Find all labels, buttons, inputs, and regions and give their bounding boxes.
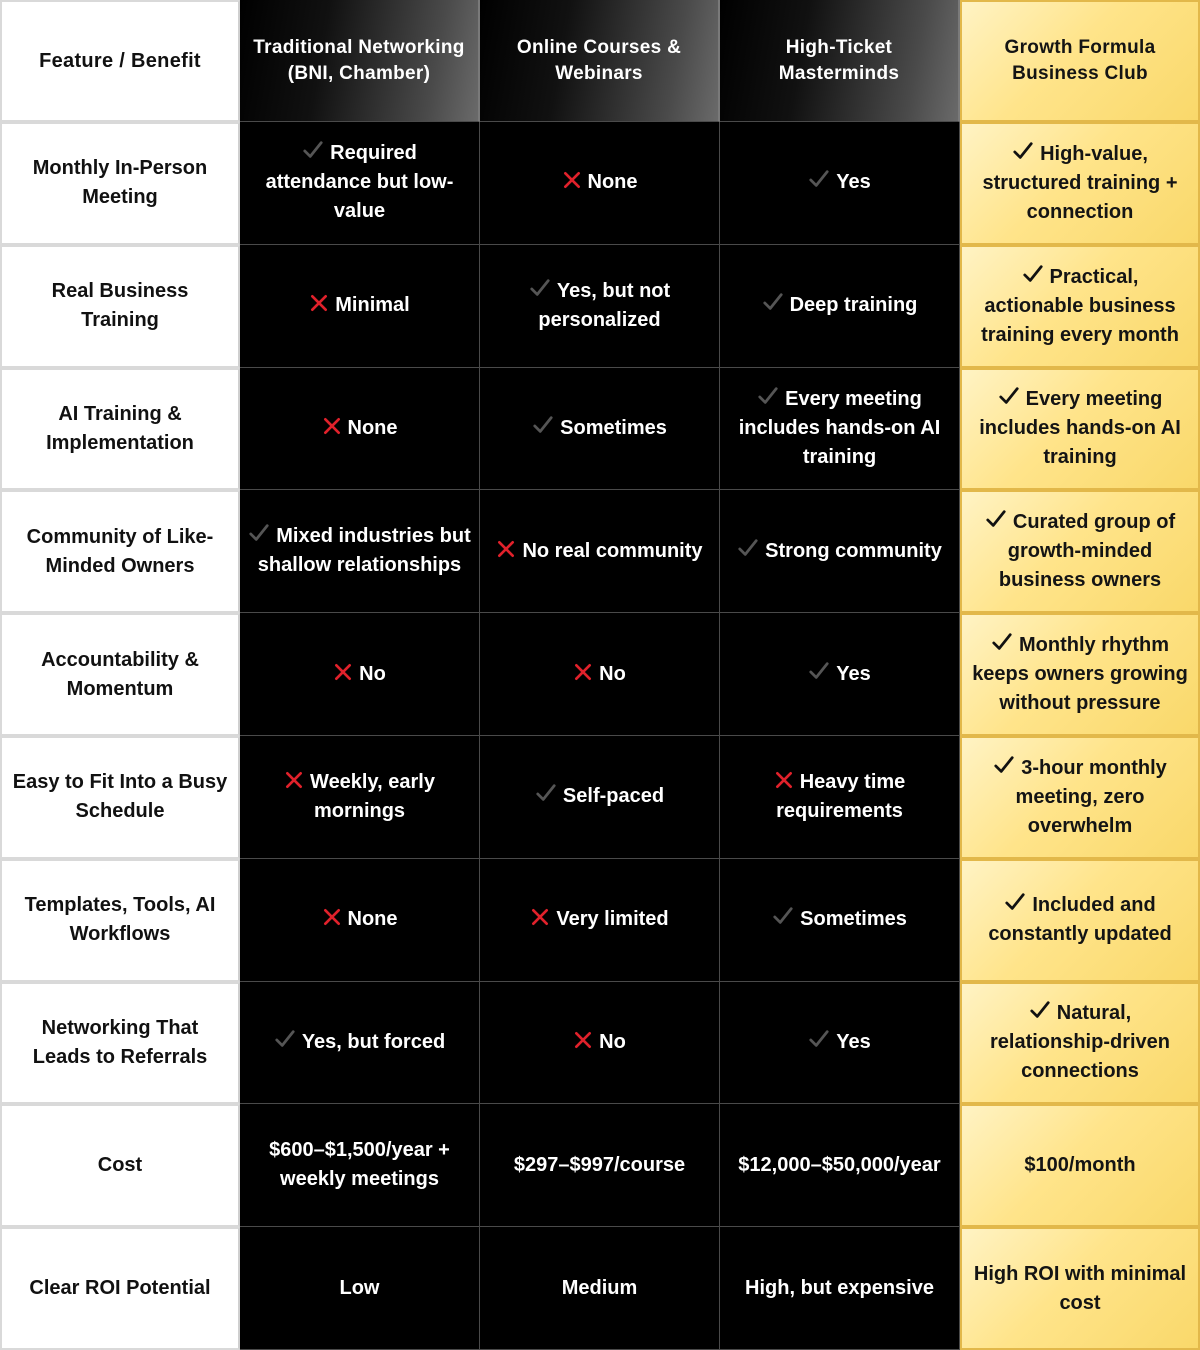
check-icon (737, 537, 759, 559)
cross-icon (774, 770, 794, 790)
feature-label: Templates, Tools, AI Workflows (24, 894, 216, 946)
value-cell-masterminds-ai-training-implementation (720, 368, 960, 491)
cell-text: Curated group of growth-minded business owners (998, 511, 1176, 592)
feature-cell-real-business-training (0, 245, 240, 368)
check-icon (1012, 140, 1034, 162)
header-label: Online Courses & Webinars (516, 36, 682, 84)
feature-label: Clear ROI Potential (29, 1277, 211, 1300)
value-cell-growth-formula-club-community-of-like-minded-owners (960, 490, 1200, 613)
check-icon (1029, 999, 1051, 1021)
cross-icon (562, 170, 582, 190)
cell-content (970, 508, 1190, 595)
value-cell-traditional-networking-easy-to-fit-into-a-busy-schedule (240, 736, 480, 859)
cell-text: Low (339, 1276, 380, 1299)
cell-text: High, but expensive (745, 1276, 934, 1299)
cell-text: Yes, but not personalized (538, 279, 671, 331)
value-cell-growth-formula-club-easy-to-fit-into-a-busy-schedule (960, 736, 1200, 859)
cell-content (970, 140, 1190, 227)
feature-label: Accountability & Momentum (41, 648, 199, 700)
cell-content (274, 1028, 445, 1057)
cell-content (728, 768, 951, 826)
cell-text: Yes (836, 662, 871, 685)
cell-content (322, 905, 398, 934)
value-cell-traditional-networking-networking-that-leads-to-referrals (240, 982, 480, 1105)
value-cell-traditional-networking-monthly-in-person-meeting (240, 122, 480, 245)
value-cell-masterminds-monthly-in-person-meeting (720, 122, 960, 245)
value-cell-masterminds-networking-that-leads-to-referrals (720, 982, 960, 1105)
cell-content (562, 168, 638, 197)
feature-cell-ai-training-implementation (0, 368, 240, 491)
value-cell-online-courses-community-of-like-minded-owners (480, 490, 720, 613)
cell-text: Every meeting includes hands-on AI training (979, 388, 1181, 469)
cell-text: Medium (561, 1276, 638, 1299)
value-cell-masterminds-clear-roi-potential (720, 1227, 960, 1350)
cell-content (573, 1028, 626, 1057)
check-icon (535, 782, 557, 804)
cell-text: Weekly, early mornings (310, 770, 435, 822)
cell-content (248, 768, 471, 826)
cell-text: Strong community (765, 539, 942, 562)
value-cell-traditional-networking-real-business-training (240, 245, 480, 368)
cross-icon (322, 907, 342, 927)
check-icon (808, 660, 830, 682)
value-cell-online-courses-ai-training-implementation (480, 368, 720, 491)
header-label: High-Ticket Masterminds (778, 36, 900, 84)
check-icon (985, 508, 1007, 530)
cell-content (532, 414, 667, 443)
check-icon (808, 1028, 830, 1050)
cell-text: Sometimes (800, 908, 907, 931)
header-growth-formula-club (960, 0, 1200, 122)
header-traditional-networking (240, 0, 480, 122)
feature-cell-clear-roi-potential (0, 1227, 240, 1350)
check-icon (1004, 891, 1026, 913)
cross-icon (530, 907, 550, 927)
feature-cell-templates-tools-ai-workflows (0, 859, 240, 982)
cell-text: Every meeting includes hands-on AI training (738, 387, 941, 468)
cell-text: Deep training (789, 294, 918, 317)
cell-text: $100/month (1024, 1154, 1136, 1177)
cell-content (248, 522, 471, 580)
value-cell-traditional-networking-community-of-like-minded-owners (240, 490, 480, 613)
cell-text: None (347, 908, 398, 931)
value-cell-online-courses-clear-roi-potential (480, 1227, 720, 1350)
cell-content (970, 754, 1190, 841)
cell-text: None (347, 416, 398, 439)
check-icon (991, 631, 1013, 653)
cell-text: Yes (836, 171, 871, 194)
value-cell-masterminds-community-of-like-minded-owners (720, 490, 960, 613)
cell-content (808, 1028, 870, 1057)
cell-content (772, 905, 907, 934)
value-cell-growth-formula-club-monthly-in-person-meeting (960, 122, 1200, 245)
value-cell-online-courses-easy-to-fit-into-a-busy-schedule (480, 736, 720, 859)
cell-content (514, 1151, 685, 1180)
cell-content (535, 782, 664, 811)
cell-content (728, 385, 951, 472)
feature-cell-monthly-in-person-meeting (0, 122, 240, 245)
cell-text: Natural, relationship-driven connections (989, 1002, 1171, 1083)
cell-text: None (587, 171, 638, 194)
header-masterminds (720, 0, 960, 122)
cell-content (970, 263, 1190, 350)
check-icon (772, 905, 794, 927)
value-cell-traditional-networking-accountability-momentum (240, 613, 480, 736)
feature-label: Networking That Leads to Referrals (32, 1016, 208, 1068)
cell-content (530, 905, 668, 934)
cross-icon (573, 1030, 593, 1050)
cell-content (488, 277, 711, 335)
feature-cell-cost (0, 1104, 240, 1227)
feature-label: Cost (97, 1154, 143, 1177)
cell-text: Very limited (556, 908, 669, 931)
cell-text: High-value, structured training + connection (982, 142, 1178, 223)
cell-text: Yes (836, 1030, 871, 1053)
value-cell-traditional-networking-cost (240, 1104, 480, 1227)
feature-cell-community-of-like-minded-owners (0, 490, 240, 613)
value-cell-masterminds-cost (720, 1104, 960, 1227)
cell-text: $600–$1,500/year + weekly meetings (269, 1139, 450, 1191)
cross-icon (322, 416, 342, 436)
feature-cell-easy-to-fit-into-a-busy-schedule (0, 736, 240, 859)
check-icon (302, 139, 324, 161)
value-cell-online-courses-monthly-in-person-meeting (480, 122, 720, 245)
cell-text: Yes, but forced (301, 1030, 446, 1053)
cell-content (309, 291, 409, 320)
cell-text: Required attendance but low-value (265, 142, 454, 223)
cell-text: Minimal (335, 294, 410, 317)
cross-icon (573, 662, 593, 682)
cell-text: Included and constantly updated (988, 894, 1172, 946)
cell-content (762, 291, 918, 320)
value-cell-masterminds-templates-tools-ai-workflows (720, 859, 960, 982)
cell-text: No (359, 662, 386, 685)
header-feature-benefit (0, 0, 240, 122)
value-cell-online-courses-accountability-momentum (480, 613, 720, 736)
value-cell-masterminds-easy-to-fit-into-a-busy-schedule (720, 736, 960, 859)
feature-label: Real Business Training (51, 280, 189, 332)
cell-content (970, 891, 1190, 949)
cell-text: No (599, 662, 626, 685)
check-icon (993, 754, 1015, 776)
cell-text: No real community (522, 539, 703, 562)
value-cell-growth-formula-club-templates-tools-ai-workflows (960, 859, 1200, 982)
cell-text: 3-hour monthly meeting, zero overwhelm (1015, 756, 1167, 837)
header-label: Feature / Benefit (39, 50, 201, 72)
check-icon (757, 385, 779, 407)
check-icon (998, 385, 1020, 407)
feature-label: AI Training & Implementation (46, 402, 194, 454)
cell-content (970, 999, 1190, 1086)
cell-content (745, 1274, 934, 1303)
check-icon (762, 291, 784, 313)
feature-cell-accountability-momentum (0, 613, 240, 736)
header-label: Traditional Networking (BNI, Chamber) (253, 36, 465, 84)
check-icon (808, 168, 830, 190)
value-cell-traditional-networking-clear-roi-potential (240, 1227, 480, 1350)
cell-text: Sometimes (560, 416, 667, 439)
cell-content (970, 631, 1190, 718)
value-cell-growth-formula-club-real-business-training (960, 245, 1200, 368)
feature-label: Monthly In-Person Meeting (32, 157, 208, 209)
cross-icon (496, 539, 516, 559)
value-cell-online-courses-networking-that-leads-to-referrals (480, 982, 720, 1105)
feature-label: Community of Like-Minded Owners (26, 525, 214, 577)
check-icon (248, 522, 270, 544)
cell-content (248, 139, 471, 226)
value-cell-growth-formula-club-networking-that-leads-to-referrals (960, 982, 1200, 1105)
value-cell-growth-formula-club-clear-roi-potential (960, 1227, 1200, 1350)
header-label: Growth Formula Business Club (1004, 37, 1156, 84)
cell-content (573, 660, 626, 689)
value-cell-online-courses-templates-tools-ai-workflows (480, 859, 720, 982)
cell-text: $12,000–$50,000/year (738, 1153, 941, 1176)
check-icon (532, 414, 554, 436)
value-cell-growth-formula-club-cost (960, 1104, 1200, 1227)
check-icon (529, 277, 551, 299)
feature-cell-networking-that-leads-to-referrals (0, 982, 240, 1105)
cell-content (340, 1274, 380, 1303)
cell-content (333, 660, 386, 689)
cross-icon (309, 293, 329, 313)
check-icon (274, 1028, 296, 1050)
cell-text: Practical, actionable business training every month (981, 265, 1179, 346)
cell-content (248, 1136, 471, 1194)
cell-text: Mixed industries but shallow relationships (257, 525, 471, 577)
feature-label: Easy to Fit Into a Busy Schedule (12, 771, 228, 823)
cell-text: Self-paced (562, 785, 665, 808)
cell-text: High ROI with minimal cost (973, 1262, 1187, 1314)
cross-icon (333, 662, 353, 682)
value-cell-online-courses-real-business-training (480, 245, 720, 368)
cell-content (970, 385, 1190, 472)
value-cell-growth-formula-club-accountability-momentum (960, 613, 1200, 736)
value-cell-traditional-networking-templates-tools-ai-workflows (240, 859, 480, 982)
cell-content (496, 537, 702, 566)
cell-content (970, 1260, 1190, 1318)
cell-content (322, 414, 398, 443)
header-online-courses (480, 0, 720, 122)
cell-content (562, 1274, 638, 1303)
cell-text: Heavy time requirements (776, 770, 906, 822)
cross-icon (284, 770, 304, 790)
check-icon (1022, 263, 1044, 285)
cell-content (738, 1151, 940, 1180)
value-cell-growth-formula-club-ai-training-implementation (960, 368, 1200, 491)
value-cell-masterminds-accountability-momentum (720, 613, 960, 736)
cell-text: $297–$997/course (513, 1153, 686, 1176)
value-cell-online-courses-cost (480, 1104, 720, 1227)
cell-content (808, 168, 870, 197)
value-cell-traditional-networking-ai-training-implementation (240, 368, 480, 491)
cell-content (808, 660, 870, 689)
value-cell-masterminds-real-business-training (720, 245, 960, 368)
cell-text: No (599, 1030, 626, 1053)
cell-content (737, 537, 942, 566)
cell-text: Monthly rhythm keeps owners growing without pressure (972, 634, 1188, 715)
cell-content (1024, 1151, 1135, 1180)
